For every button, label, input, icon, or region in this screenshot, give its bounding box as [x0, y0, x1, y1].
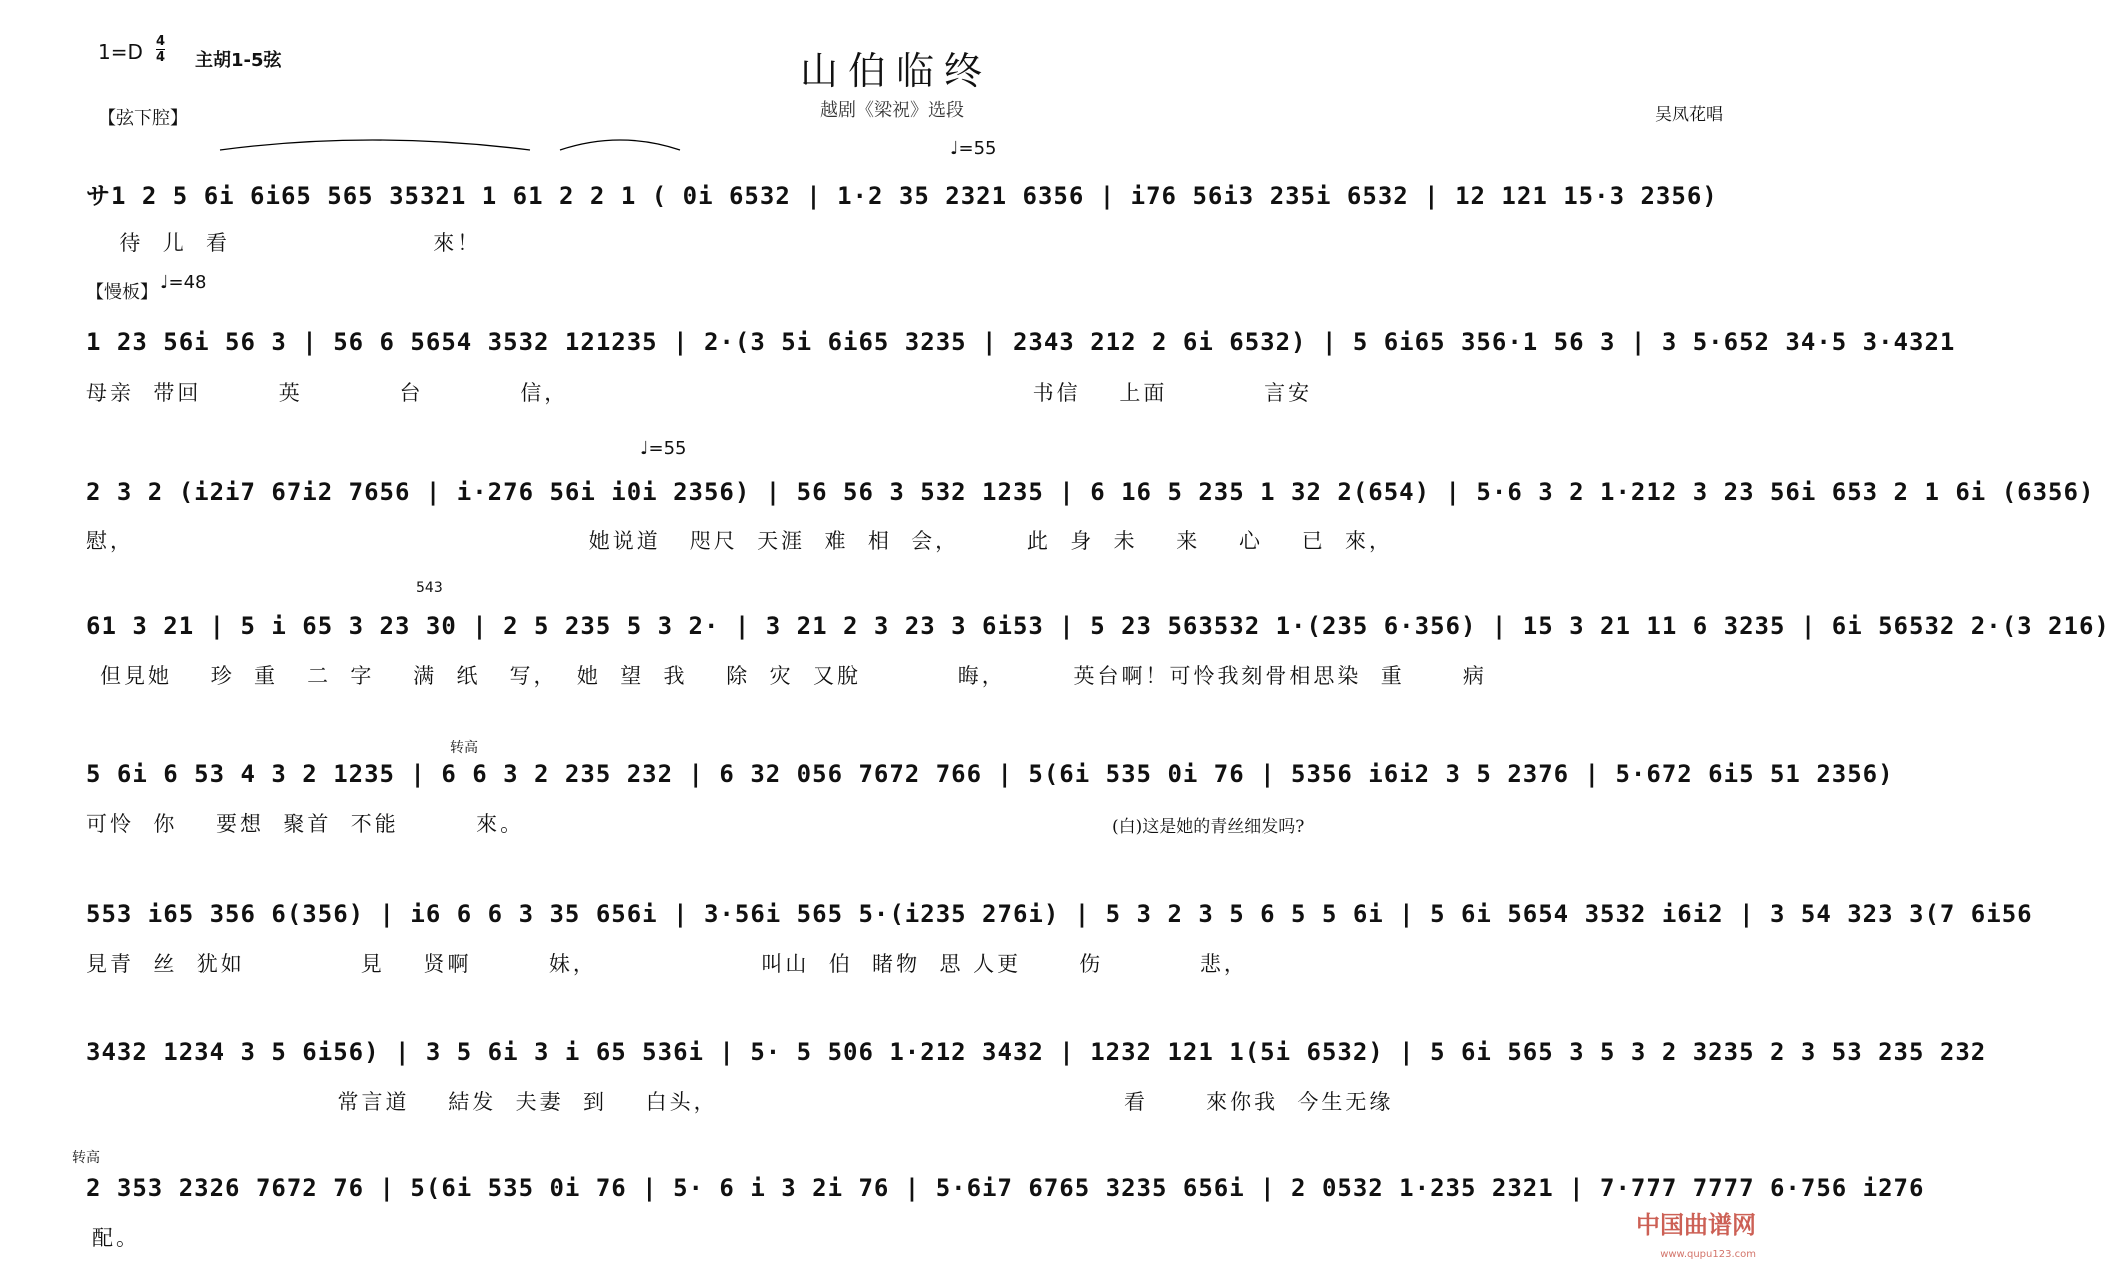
lyric-line-2: 母亲 带回 英 台 信， 书信 上面 言安: [86, 381, 1313, 405]
music-line-6: 553 i65 356 6(356) | i6 6 6 3 35 656i | 3·56i 565 5·(i235 276i) | 5 3 2 3 5 6 5 5 6i | 5 6i 5654 3532 i6i2 | 3 54 323 3(7 6i56: [86, 900, 2033, 928]
lyric-line-4: 但見她 珍 重 二 字 满 纸 写， 她 望 我 除 灾 又脫 晦， 英台啊！可怜我刻骨相思染 重 病: [100, 664, 1487, 688]
spoken-line: (白)这是她的青丝细发吗?: [1112, 817, 1305, 837]
score-subtitle: 越剧《梁祝》选段: [820, 100, 964, 121]
watermark-url: www.qupu123.com: [1660, 1249, 1756, 1260]
section-label-intro: 【弦下腔】: [98, 108, 188, 129]
lyric-line-6: 見青 丝 犹如 見 贤啊 妹， 叫山 伯 睹物 思 人更 伤 悲，: [86, 952, 1248, 976]
time-sig-bottom: 4: [156, 50, 166, 65]
key-signature: 1=D: [98, 40, 143, 64]
time-signature: [156, 34, 165, 65]
score-title: 山伯临终: [800, 49, 993, 93]
lyric-line-5: 可怜 你 要想 聚首 不能 來。: [86, 812, 525, 836]
lyric-line-7: 常言道 結发 夫妻 到 白头， 看 來你我 今生无缘: [86, 1090, 1394, 1114]
section-label-slow: 【慢板】: [86, 282, 158, 303]
modulation-label: 转高: [72, 1150, 100, 1166]
tempo-marking-55-a: ♩=55: [950, 138, 997, 159]
slur-marks: [210, 134, 1770, 154]
music-line-4: 61 3 21 | 5 i 65 3 23 30 | 2 5 235 5 3 2· | 3 21 2 3 23 3 6i53 | 5 23 563532 1·(235 6·356) | 15 3 21 11 6 3235 | 6i 56532 2·(3 216): [86, 612, 2110, 640]
time-sig-top: 4: [156, 34, 166, 49]
music-line-1: サ1 2 5 6i 6i65 565 35321 1 61 2 2 1 ( 0i 6532 | 1·2 35 2321 6356 | i76 56i3 235i 6532 | 12 121 15·3 2356): [86, 182, 1718, 210]
watermark-logo: 中国曲谱网: [1636, 1211, 1756, 1239]
music-line-3: 2 3 2 (i2i7 67i2 7656 | i·276 56i i0i 2356) | 56 56 3 532 1235 | 6 16 5 235 1 32 2(654) | 5·6 3 2 1·212 3 23 56i 653 2 1 6i (6356): [86, 478, 2095, 506]
music-line-2: 1 23 56i 56 3 | 56 6 5654 3532 121235 | 2·(3 5i 6i65 3235 | 2343 212 2 6i 6532) | 5 6i65 356·1 56 3 | 3 5·652 34·5 3·4321: [86, 328, 1956, 356]
modulation-label: 转高: [450, 740, 478, 756]
singer-credit: 吴凤花唱: [1655, 105, 1723, 125]
music-line-5: 5 6i 6 53 4 3 2 1235 | 6 6 3 2 235 232 | 6 32 056 7672 766 | 5(6i 535 0i 76 | 5356 i6i2 3 5 2376 | 5·672 6i5 51 2356): [86, 760, 1894, 788]
tempo-marking-55-b: ♩=55: [640, 438, 687, 459]
tempo-marking-48: ♩=48: [160, 272, 207, 293]
instrument-label: 主胡1-5弦: [195, 50, 282, 71]
music-line-7: 3432 1234 3 5 6i56) | 3 5 6i 3 i 65 536i | 5· 5 506 1·212 3432 | 1232 121 1(5i 6532) | 5 6i 565 3 5 3 2 3235 2 3 53 235 232: [86, 1038, 1987, 1066]
grace-note-label: 543: [416, 580, 443, 596]
lyric-line-8: 配。: [92, 1226, 140, 1250]
lyric-line-1: 待 儿 看 來！: [100, 231, 482, 255]
lyric-line-3: 慰， 她说道 咫尺 天涯 难 相 会， 此 身 未 来 心 已 來，: [86, 529, 1394, 553]
music-line-8: 2 353 2326 7672 76 | 5(6i 535 0i 76 | 5· 6 i 3 2i 76 | 5·6i7 6765 3235 656i | 2 0532 1·235 2321 | 7·777 7777 6·756 i276: [86, 1174, 1925, 1202]
